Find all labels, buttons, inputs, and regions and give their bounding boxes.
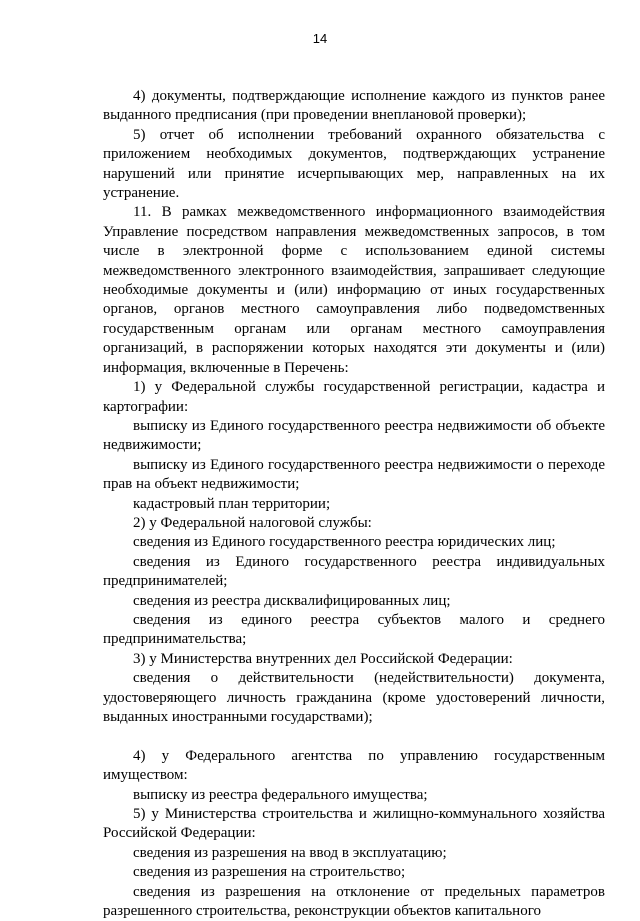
item-federal-property-registry: выписку из реестра федерального имущества; — [133, 786, 428, 803]
page-number: 14 — [312, 31, 328, 46]
item-sme-registry: сведения из единого реестра субъектов малого и среднего предпринимательства; — [103, 611, 605, 648]
agency-construction-ministry: 5) у Министерства строительства и жилищно-коммунального хозяйства Российской Федерации: — [103, 806, 605, 842]
item-egrn-transfer: выписку из Единого государственного реестра недвижимости о переходе прав на объект недвижимости; — [103, 456, 605, 493]
item-construction-permit: сведения из разрешения на строительство; — [133, 864, 406, 881]
item-egrul: сведения из Единого государственного реестра юридических лиц; — [133, 534, 556, 551]
item-deviation-permit: сведения из разрешения на отклонение от предельных параметров разрешенного строительства, реконструкции объектов капитального — [103, 883, 605, 920]
agency-federal-property: 4) у Федерального агентства по управлению государственным имуществом: — [103, 747, 605, 784]
item-egrn-object: выписку из Единого государственного реестра недвижимости об объекте недвижимости; — [103, 417, 605, 454]
item-id-validity: сведения о действительности (недействительности) документа, удостоверяющего личность гражданина (кроме удостоверений личности, выданных иностранными государствами); — [103, 670, 605, 725]
item-commissioning-permit: сведения из разрешения на ввод в эксплуатацию; — [133, 844, 447, 861]
item-egrip: сведения из Единого государственного реестра индивидуальных предпринимателей; — [103, 553, 605, 590]
item-cadastral-plan: кадастровый план территории; — [133, 495, 331, 512]
document-body — [103, 87, 605, 921]
clause-11: 11. В рамках межведомственного информационного взаимодействия Управление посредством направления межведомственных запросов, в том числе в электронной форме с использованием единой системы межведомственного электронного взаимодействия, запрашивает следующие необходимые документы и (или) информацию от иных государственных органов, органов местного самоуправления либо подведомственных государственным органам или органам местного самоуправления организаций, в распоряжении которых находятся эти документы и (или) информация, включенные в Перечень: — [103, 204, 605, 376]
item-disqualified-registry: сведения из реестра дисквалифицированных лиц; — [133, 592, 451, 609]
agency-tax-service: 2) у Федеральной налоговой службы: — [133, 514, 372, 531]
list-item-5-report: 5) отчет об исполнении требований охранного обязательства с приложением необходимых документов, подтверждающих устранение нарушений или принятие исчерпывающих мер, направленных на их устранение. — [103, 126, 605, 202]
agency-interior-ministry: 3) у Министерства внутренних дел Российской Федерации: — [133, 650, 513, 667]
agency-rosreestr: 1) у Федеральной службы государственной регистрации, кадастра и картографии: — [103, 379, 605, 415]
list-item-4-documents: 4) документы, подтверждающие исполнение каждого из пунктов ранее выданного предписания (при проведении внеплановой проверки); — [103, 88, 605, 124]
